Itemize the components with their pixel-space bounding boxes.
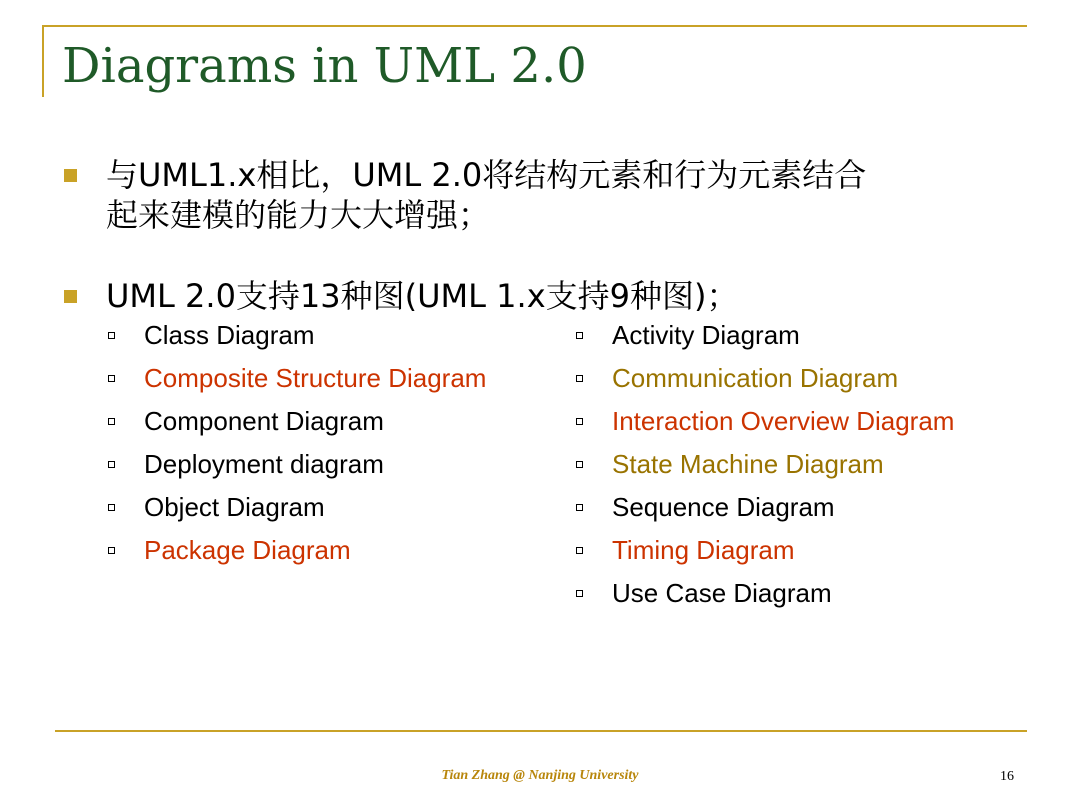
diagram-label: Class Diagram xyxy=(144,320,315,350)
diagram-list-item xyxy=(108,449,384,479)
bullet-item xyxy=(64,155,1024,235)
diagram-label: Communication Diagram xyxy=(612,363,899,393)
bullet-item xyxy=(64,276,1024,316)
hollow-square-bullet-icon xyxy=(108,332,115,339)
diagram-list-item xyxy=(108,492,325,522)
diagram-list-item xyxy=(108,363,486,393)
hollow-square-bullet-icon xyxy=(108,547,115,554)
diagram-label: Deployment diagram xyxy=(144,449,384,479)
footer-text: Tian Zhang @ Nanjing University xyxy=(441,768,639,783)
bullet-text: 与UML1.x相比，UML 2.0将结构元素和行为元素结合 起来建模的能力大大增强； xyxy=(106,156,867,234)
hollow-square-bullet-icon xyxy=(576,590,583,597)
diagram-list-item xyxy=(576,578,832,608)
diagram-list-item xyxy=(576,406,954,436)
diagram-label: Object Diagram xyxy=(144,492,325,522)
diagram-list-item xyxy=(576,363,898,393)
diagram-list-item xyxy=(576,535,795,565)
square-bullet-icon xyxy=(64,169,77,182)
page-number: 16 xyxy=(1000,769,1014,784)
diagram-list-item xyxy=(576,320,800,350)
diagram-label: Composite Structure Diagram xyxy=(144,363,487,393)
footer-divider xyxy=(55,730,1027,732)
hollow-square-bullet-icon xyxy=(108,461,115,468)
bullet-text: UML 2.0支持13种图(UML 1.x支持9种图)； xyxy=(106,277,739,315)
left-border-line xyxy=(42,25,44,97)
diagram-label: Package Diagram xyxy=(144,535,351,565)
diagram-label: Timing Diagram xyxy=(612,535,795,565)
diagram-label: Sequence Diagram xyxy=(612,492,835,522)
diagram-label: Component Diagram xyxy=(144,406,384,436)
slide-title: Diagrams in UML 2.0 xyxy=(62,38,587,94)
hollow-square-bullet-icon xyxy=(576,418,583,425)
top-border-line xyxy=(42,25,1027,27)
diagram-list-item xyxy=(576,492,835,522)
hollow-square-bullet-icon xyxy=(108,418,115,425)
hollow-square-bullet-icon xyxy=(108,375,115,382)
square-bullet-icon xyxy=(64,290,77,303)
diagram-list-item xyxy=(108,406,384,436)
diagram-label: Interaction Overview Diagram xyxy=(612,406,955,436)
diagram-list-item xyxy=(576,449,884,479)
diagram-list-item xyxy=(108,320,315,350)
hollow-square-bullet-icon xyxy=(108,504,115,511)
diagram-label: State Machine Diagram xyxy=(612,449,884,479)
hollow-square-bullet-icon xyxy=(576,332,583,339)
hollow-square-bullet-icon xyxy=(576,375,583,382)
hollow-square-bullet-icon xyxy=(576,504,583,511)
diagram-label: Activity Diagram xyxy=(612,320,800,350)
diagram-label: Use Case Diagram xyxy=(612,578,832,608)
diagram-list-item xyxy=(108,535,351,565)
hollow-square-bullet-icon xyxy=(576,547,583,554)
hollow-square-bullet-icon xyxy=(576,461,583,468)
